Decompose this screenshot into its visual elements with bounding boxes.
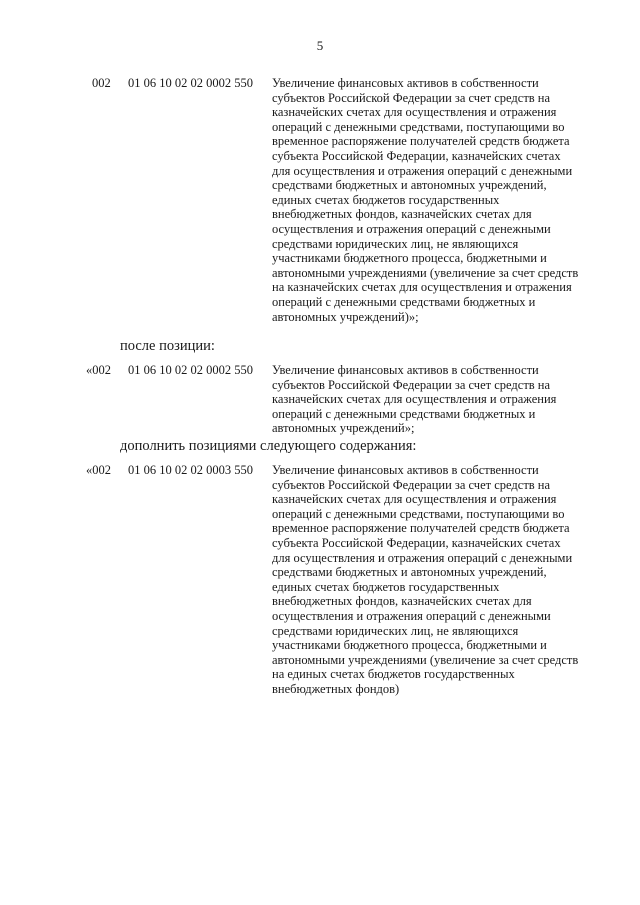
description-line: внебюджетных фондов, казначейских счетах для <box>272 207 532 222</box>
description-line: операций с денежными средствами бюджетных и <box>272 294 536 309</box>
description-line: единых счетах бюджетов государственных <box>272 579 500 594</box>
heading-add-positions: дополнить позициями следующего содержания: <box>120 438 417 454</box>
entry-description <box>272 76 592 324</box>
description-line: субъектов Российской Федерации за счет средств на <box>272 477 551 492</box>
description-line: осуществления и отражения операций с денежными <box>272 608 551 623</box>
description-line: для осуществления и отражения операций с денежными <box>272 163 573 178</box>
description-line: субъекта Российской Федерации, казначейских счетах <box>272 535 561 550</box>
entry-description <box>272 363 592 436</box>
description-line: операций с денежными средствами, поступающими во <box>272 119 565 134</box>
description-line: операций с денежными средствами, поступающими во <box>272 506 565 521</box>
description-line: субъектов Российской Федерации за счет средств на <box>272 90 551 105</box>
description-line: временное распоряжение получателей средств бюджета <box>272 134 570 149</box>
description-line: внебюджетных фондов, казначейских счетах для <box>272 594 532 609</box>
entry-admin-code: «002 <box>86 363 111 377</box>
entry-classification-code: 01 06 10 02 02 0002 550 <box>128 76 253 90</box>
description-line: внебюджетных фондов) <box>272 681 400 696</box>
description-line: автономных учреждений»; <box>272 421 415 436</box>
description-line: средствами бюджетных и автономных учреждений, <box>272 565 547 580</box>
description-line: автономных учреждений)»; <box>272 309 419 324</box>
description-line: Увеличение финансовых активов в собственности <box>272 76 539 90</box>
entry-admin-code: «002 <box>86 463 111 477</box>
description-line: участниками бюджетного процесса, бюджетными и <box>272 638 547 653</box>
description-line: казначейских счетах для осуществления и отражения <box>272 392 557 407</box>
entry-classification-code: 01 06 10 02 02 0002 550 <box>128 363 253 377</box>
description-line: средствами юридических лиц, не являющихся <box>272 236 519 251</box>
description-line: казначейских счетах для осуществления и отражения <box>272 105 557 120</box>
description-line: субъекта Российской Федерации, казначейских счетах <box>272 148 561 163</box>
description-line: средствами юридических лиц, не являющихся <box>272 623 519 638</box>
page-number: 5 <box>316 38 324 53</box>
description-line: автономными учреждениями (увеличение за счет средств <box>272 652 579 667</box>
description-line: средствами бюджетных и автономных учреждений, <box>272 178 547 193</box>
description-line: субъектов Российской Федерации за счет средств на <box>272 377 551 392</box>
description-line: Увеличение финансовых активов в собственности <box>272 463 539 477</box>
description-line: казначейских счетах для осуществления и отражения <box>272 492 557 507</box>
description-line: для осуществления и отражения операций с денежными <box>272 550 573 565</box>
entry-description <box>272 463 592 697</box>
heading-after-position: после позиции: <box>120 338 215 354</box>
description-line: автономными учреждениями (увеличение за счет средств <box>272 265 579 280</box>
description-line: на единых счетах бюджетов государственных <box>272 667 515 682</box>
description-line: временное распоряжение получателей средств бюджета <box>272 521 570 536</box>
description-line: на казначейских счетах для осуществления и отражения <box>272 280 572 295</box>
description-line: осуществления и отражения операций с денежными <box>272 221 551 236</box>
entry-classification-code: 01 06 10 02 02 0003 550 <box>128 463 253 477</box>
description-line: операций с денежными средствами бюджетных и <box>272 406 536 421</box>
description-line: единых счетах бюджетов государственных <box>272 192 500 207</box>
entry-admin-code: 002 <box>92 76 111 90</box>
description-line: Увеличение финансовых активов в собственности <box>272 363 539 377</box>
description-line: участниками бюджетного процесса, бюджетными и <box>272 251 547 266</box>
